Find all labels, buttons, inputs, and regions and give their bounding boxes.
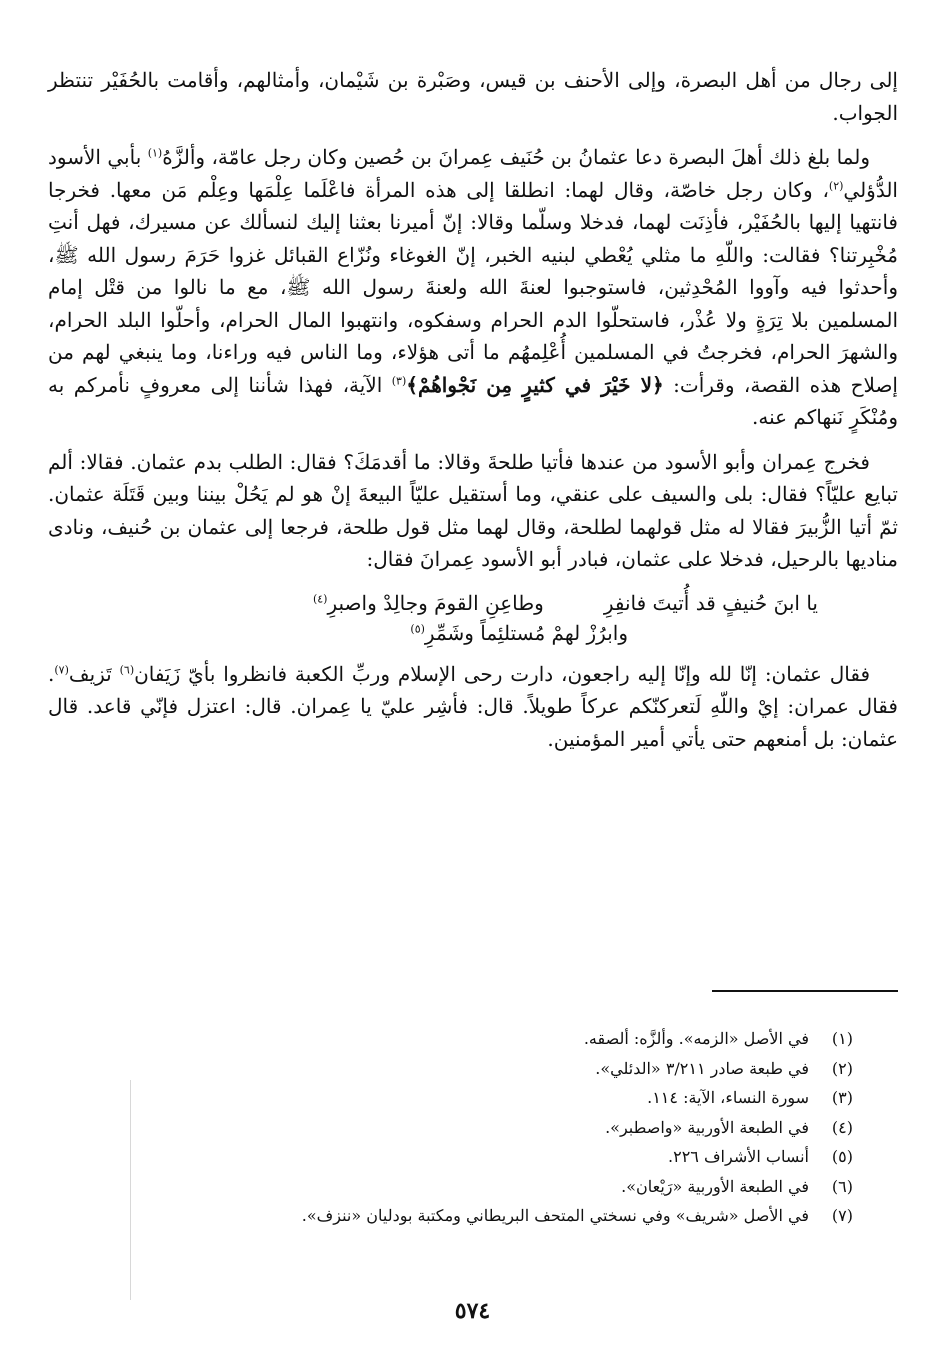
poem-line-1-second-hemistich (313, 588, 544, 618)
paragraph-4 (48, 658, 898, 756)
footnote-ref-1[interactable]: (١) (147, 146, 163, 160)
poem-line-2 (48, 618, 818, 648)
paragraph-2-part-c: ، وكان رجل خاصّة، وقال لهما: انطلقا إلى هذه المرأة فاعْلَما عِلْمَها وعِلْم مَن معها. فخرجا فانتهيا إليها بالحُفَيْر، فأذِنَت لهما، فدخلا وسلّما وقالا: إنّ أميرنا بعثنا إليك لنسألك عن مسيرك، فهل أنتِ مُخْبِرتنا؟ فقالت: واللّهِ ما مثلي يُعْطي لبنيه الخبر، إنّ الغوغاء ونُزّاع القبائل غزوا حَرَمَ رسول الله ﷺ، وأحدثوا فيه وآووا المُحْدِثين، فاستوجبوا لعنةَ الله ولعنةَ رسول الله ﷺ، مع ما نالوا من قتْل إمام المسلمين بلا تِرَةٍ ولا عُذْر، فاستحلّوا الدم الحرام وسفكوه، وانتهبوا المال الحرام، وأحلّوا البلد الحرام، والشهرَ الحرام، فخرجتُ في المسلمين أُعْلِمهُم ما أتى هؤلاء، وما الناس فيه وراءنا، وما ينبغي لهم من إصلاح هذه القصة، وقرأت: (48, 177, 898, 397)
paragraph-2-part-a: ولما بلغ ذلك أهلَ البصرة دعا عثمانُ بن حُنَيف عِمرانَ بن حُصين وكان رجل عامّة، وألزَّهُ (162, 145, 870, 169)
footnote-4 (73, 1113, 853, 1143)
footnote-number: (٦) (831, 1176, 853, 1196)
paragraph-1: إلى رجال من أهل البصرة، وإلى الأحنف بن قيس، وصَبْرة بن شَيْمان، وأمثالهم، وأقامت بالحُفَيْر تنتظر الجواب. (48, 68, 898, 125)
footnote-2 (73, 1054, 853, 1084)
poem (48, 588, 898, 648)
footnote-6 (73, 1172, 853, 1202)
footnote-ref-3[interactable]: (٣) (391, 373, 407, 387)
page-number: ٥٧٤ (454, 1298, 491, 1324)
paragraph-2-part-d: الآية، فهذا شأننا إلى معروفٍ نأمركم به ومُنْكَرٍ نَنهاكم عنه. (48, 372, 898, 429)
poem-line-2-hemistich (410, 618, 628, 648)
footnote-5 (73, 1142, 853, 1172)
paragraph-2-part-b: بأبي الأسود الدُّؤلي (48, 145, 898, 202)
scan-artifact-line (130, 1080, 131, 1300)
footnote-text: سورة النساء، الآية: ١١٤. (647, 1088, 809, 1107)
footnote-text: في الطبعة الأوربية «واصطبر». (605, 1117, 809, 1137)
paragraph-4-part-a: فقال عثمان: إنّا لله وإنّا إليه راجعون، دارت رحى الإسلام وربِّ الكعبة فانظروا بأيّ زَيَفان (134, 661, 871, 686)
footnote-ref-5[interactable]: (٥) (410, 621, 425, 635)
quran-verse: ﴿لا خَيْرَ في كثيرٍ مِن نَجْواهُمْ﴾ (406, 372, 664, 397)
footnote-number: (٤) (831, 1117, 853, 1137)
main-text (48, 64, 898, 767)
footnote-text: أنساب الأشراف ٢٢٦. (668, 1147, 809, 1166)
footnote-ref-7[interactable]: (٧) (54, 662, 69, 676)
footnote-ref-2[interactable]: (٢) (828, 178, 844, 192)
footnote-number: (٥) (831, 1147, 853, 1166)
footnote-1 (73, 1024, 853, 1054)
footnote-number: (٢) (831, 1058, 853, 1078)
footnote-3 (73, 1083, 853, 1113)
paragraph-4-part-b: تَزيف (68, 661, 120, 686)
footnote-number: (٧) (831, 1206, 853, 1225)
footnotes-list (73, 1024, 853, 1231)
footnote-text: في الأصل «شريف» وفي نسختي المتحف البريطاني ومكتبة بودليان «ننزف». (301, 1206, 809, 1225)
poem-line-2-text: وابرُزْ لهمْ مُستلئِماً وشَمِّرِ (424, 620, 628, 645)
poem-line-1-second-text: وطاعِنِ القومَ وجالِدْ واصبرِ (327, 590, 544, 615)
footnote-7 (73, 1201, 853, 1231)
footnote-text: في طبعة صادر ٣/٢١١ «الدئلي». (595, 1058, 809, 1078)
paragraph-3: فخرج عِمران وأبو الأسود من عندها فأتيا طلحةَ وقالا: ما أقدمَكَ؟ فقال: الطلب بدم عثمان. فقالا: ألم تبايع عليّاً؟ فقال: بلى والسيف على عنقي، وما أستقيل عليّاً البيعةَ إنْ هو لم يَحُلْ بيننا وبين قَتَلَة عثمان. ثمّ أتيا الزُّبيرَ فقالا له مثل قولهما لطلحة، وقال لهما مثل قول طلحة، فرجعا إلى عثمان بن حُنيف، ونادى مناديها بالرحيل، فدخلا على عثمان، فبادر أبو الأسود عِمرانَ فقال: (48, 449, 898, 571)
footnote-separator (712, 990, 898, 992)
poem-line-1-first-hemistich: يا ابنَ حُنيفٍ قد أُتيتَ فانفِرِ (603, 590, 818, 615)
paragraph-2 (48, 141, 898, 434)
footnote-text: في الطبعة الأوربية «رَيْعان». (621, 1176, 809, 1196)
footnote-number: (٣) (831, 1088, 853, 1107)
footnote-ref-6[interactable]: (٦) (119, 662, 135, 676)
poem-line-1 (48, 588, 818, 618)
footnote-number: (١) (831, 1029, 853, 1048)
footnote-text: في الأصل «الزمه». وألزَّه: ألصقه. (583, 1029, 809, 1048)
paragraph-4-part-c: . فقال عمران: إيْ واللّهِ لَتعركنّكم عركاً طويلاً. قال: فأشِر عليّ يا عِمران. قال: اعتزل فإنّي قاعد. قال عثمان: بل أمنعهم حتى يأتي أمير المؤمنين. (48, 661, 898, 751)
footnote-ref-4[interactable]: (٤) (312, 591, 328, 605)
